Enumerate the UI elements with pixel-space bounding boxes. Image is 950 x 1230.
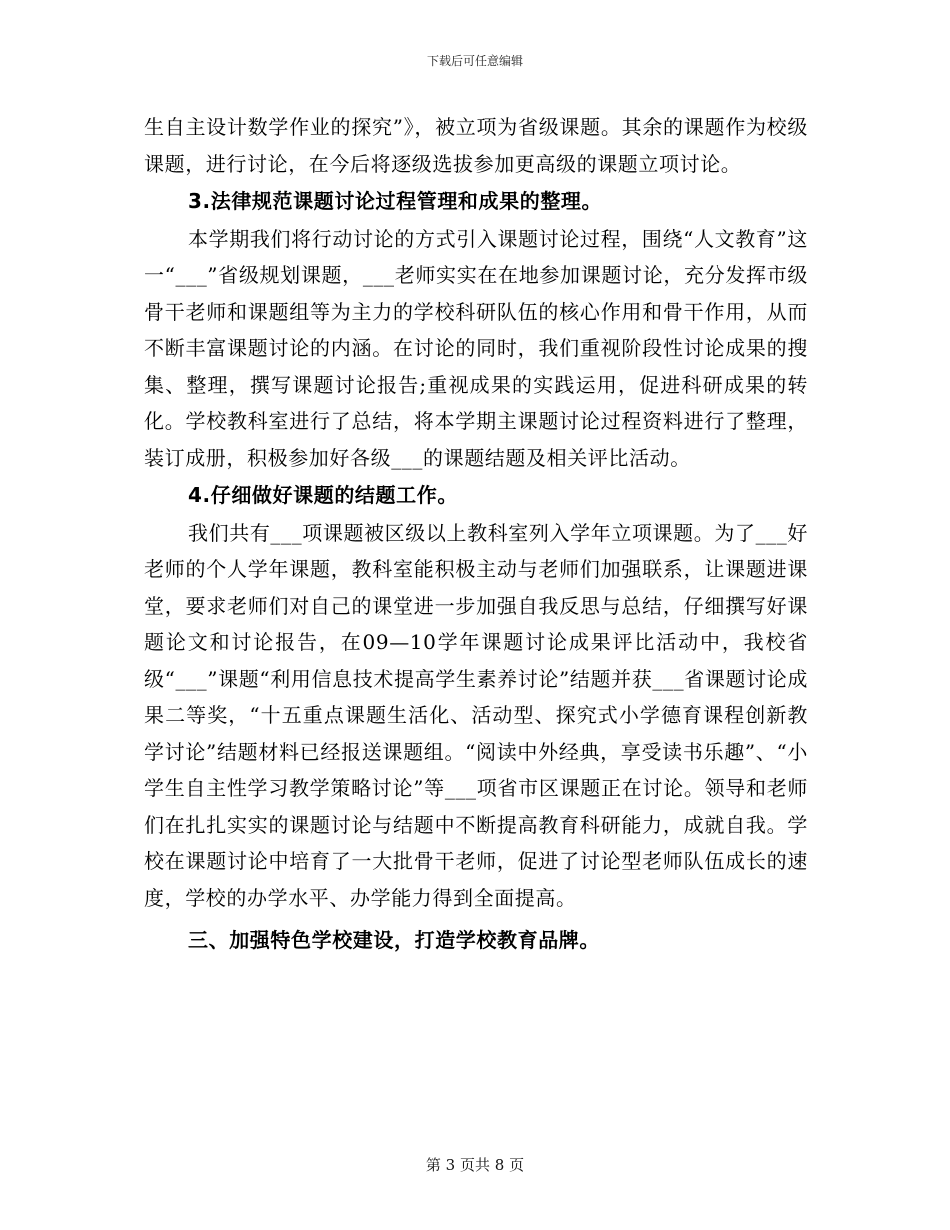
paragraph-continuation: 生自主设计数学作业的探究”》，被立项为省级课题。其余的课题作为校级课题，进行讨论，在今后将逐级选拔参加更高级的课题立项讨论。 <box>144 115 808 176</box>
section-heading-three: 三、加强特色学校建设，打造学校教育品牌。 <box>188 928 600 952</box>
paragraph-conclusion-work: 我们共有___项课题被区级以上教科室列入学年立项课题。为了___好老师的个人学年课题，教科室能积极主动与老师们加强联系，让课题进课堂，要求老师们对自己的课堂进一步加强自我反思与总结，仔细撰写好课题论文和讨论报告，在09—10学年课题讨论成果评比活动中，我校省级“___”课题“利用信息技术提高学生素养讨论”结题并获___省课题讨论成果二等奖，“十五重点课题生活化、活动型、探究式小学德育课程创新教学讨论”结题材料已经报送课题组。“阅读中外经典，享受读书乐趣”、“小学生自主性学习教学策略讨论”等___项省市区课题正在讨论。领导和老师们在扎扎实实的课题讨论与结题中不断提高教育科研能力，成就自我。学校在课题讨论中培育了一大批骨干老师，促进了讨论型老师队伍成长的速度，学校的办学水平、办学能力得到全面提高。 <box>144 520 808 910</box>
page-number: 第 3 页共 8 页 <box>425 1156 525 1174</box>
subheading-conclusion-work: 4.仔细做好课题的结题工作。 <box>188 483 458 507</box>
document-body <box>144 109 808 959</box>
subheading-process-management: 3.法律规范课题讨论过程管理和成果的整理。 <box>188 189 603 213</box>
paragraph-process-management: 本学期我们将行动讨论的方式引入课题讨论过程，围绕“人文教育”这一“___”省级规划课题，___老师实实在在地参加课题讨论，充分发挥市级骨干老师和课题组等为主力的学校科研队伍的核心作用和骨干作用，从而不断丰富课题讨论的内涵。在讨论的同时，我们重视阶段性讨论成果的搜集、整理，撰写课题讨论报告;重视成果的实践运用，促进科研成果的转化。学校教科室进行了总结，将本学期主课题讨论过程资料进行了整理，装订成册，积极参加好各级___的课题结题及相关评比活动。 <box>144 226 808 470</box>
header-note: 下载后可任意编辑 <box>426 54 523 68</box>
